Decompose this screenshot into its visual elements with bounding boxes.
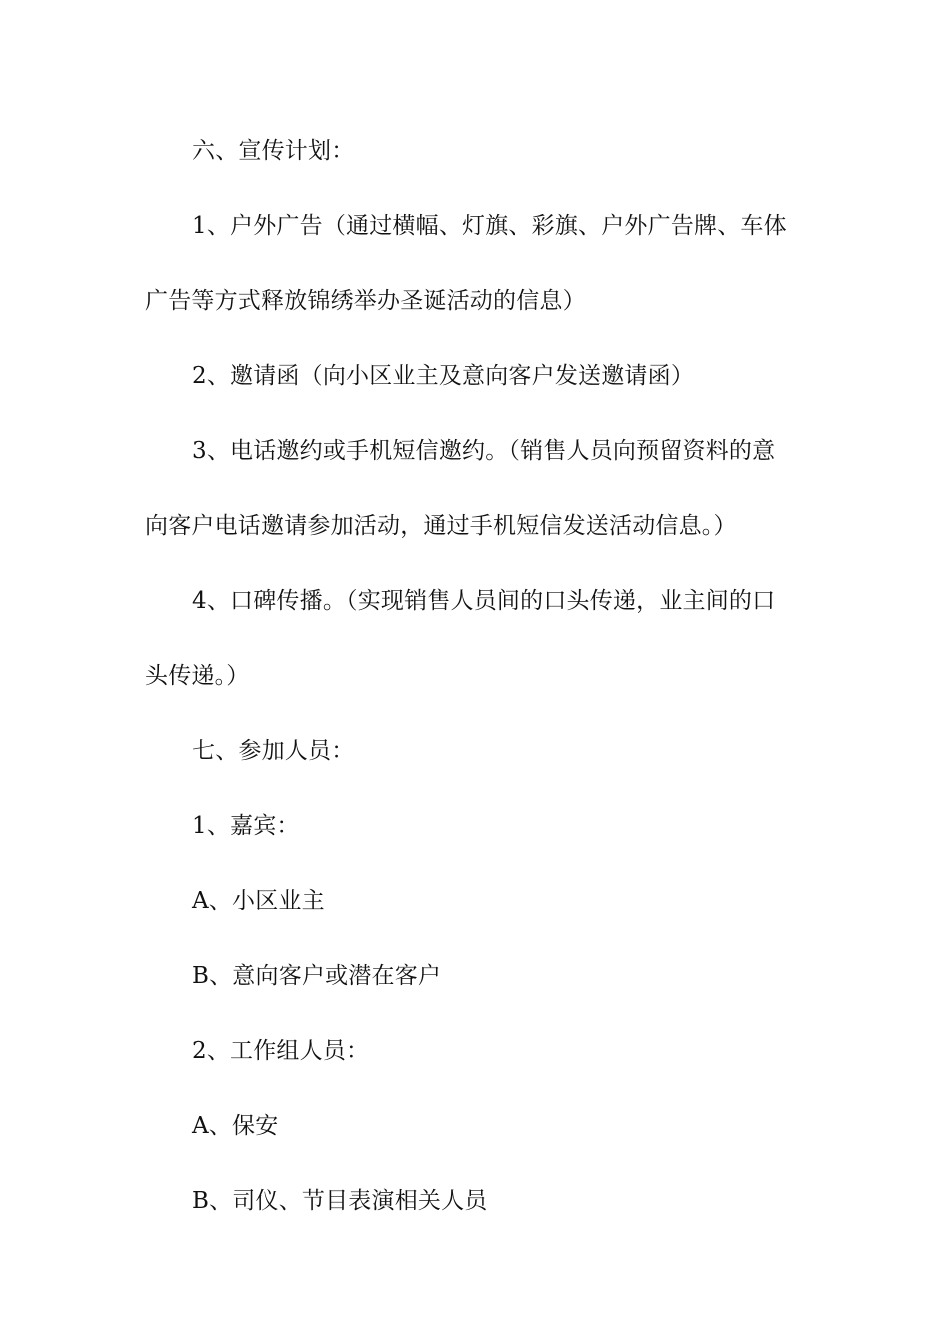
- list-item-security: A、保安: [192, 1113, 279, 1139]
- list-item-residents: A、小区业主: [192, 888, 325, 914]
- list-item-staff: 2、工作组人员：: [192, 1038, 370, 1064]
- paragraph-phone-invite-line2: 向客户电话邀请参加活动，通过手机短信发送活动信息。）: [145, 513, 737, 539]
- list-item-host-performers: B、司仪、节目表演相关人员: [192, 1188, 488, 1214]
- paragraph-invitation: 2、邀请函（向小区业主及意向客户发送邀请函）: [192, 363, 695, 389]
- paragraph-word-of-mouth-line1: 4、口碑传播。（实现销售人员间的口头传递，业主间的口: [192, 588, 776, 614]
- section-heading-publicity-plan: 六、宣传计划：: [192, 138, 355, 164]
- list-item-prospects: B、意向客户或潜在客户: [192, 963, 442, 989]
- list-item-guests: 1、嘉宾：: [192, 813, 300, 839]
- paragraph-phone-invite-line1: 3、电话邀约或手机短信邀约。（销售人员向预留资料的意: [192, 438, 776, 464]
- paragraph-outdoor-ads-line2: 广告等方式释放锦绣举办圣诞活动的信息）: [145, 288, 586, 314]
- paragraph-word-of-mouth-line2: 头传递。）: [145, 663, 250, 689]
- paragraph-outdoor-ads-line1: 1、户外广告（通过横幅、灯旗、彩旗、户外广告牌、车体: [192, 213, 787, 239]
- section-heading-participants: 七、参加人员：: [192, 738, 355, 764]
